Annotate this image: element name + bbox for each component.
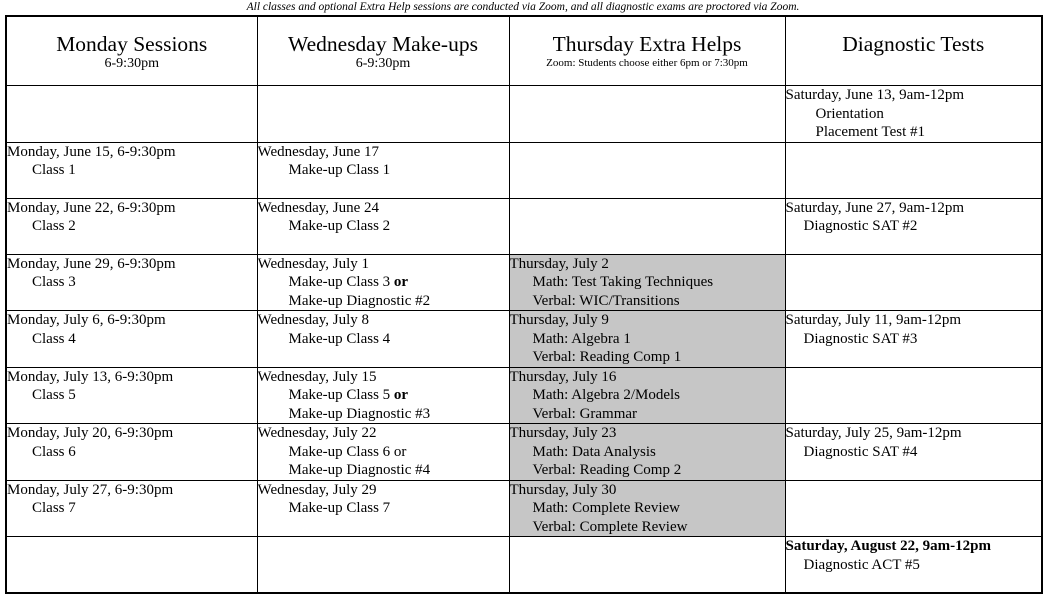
monday-date: Monday, June 15, 6-9:30pm <box>7 143 176 160</box>
table-row <box>6 537 1042 594</box>
monday-cell <box>6 537 257 594</box>
wednesday-makeup <box>258 273 509 292</box>
thursday-cell <box>509 142 785 198</box>
makeup-class-text: Make-up Class 3 <box>288 274 391 290</box>
thursday-cell <box>509 198 785 254</box>
thursday-verbal: Verbal: WIC/Transitions <box>532 292 680 309</box>
monday-cell <box>6 424 257 481</box>
monday-date: Monday, July 20, 6-9:30pm <box>7 425 174 441</box>
monday-cell <box>6 367 257 424</box>
table-row <box>6 480 1042 537</box>
monday-cell <box>6 311 257 368</box>
monday-date: Monday, July 13, 6-9:30pm <box>7 368 174 385</box>
monday-cell <box>6 142 257 198</box>
thursday-verbal: Verbal: Grammar <box>532 405 638 422</box>
diagnostic-date: Saturday, June 13, 9am-12pm <box>785 87 965 103</box>
thursday-cell <box>509 424 785 481</box>
header-diagnostic <box>785 16 1042 86</box>
header-monday-title: Monday Sessions <box>56 31 208 56</box>
wednesday-date: Wednesday, July 29 <box>257 481 377 498</box>
monday-date: Monday, June 29, 6-9:30pm <box>7 255 176 272</box>
diagnostic-detail: Diagnostic SAT #2 <box>803 218 918 234</box>
wednesday-makeup: Make-up Class 4 <box>288 330 391 347</box>
wednesday-cell <box>257 198 509 254</box>
diagnostic-detail: Diagnostic SAT #3 <box>803 330 918 347</box>
wednesday-cell <box>257 86 509 143</box>
wednesday-cell <box>257 480 509 537</box>
thursday-cell <box>509 367 785 424</box>
monday-date: Monday, June 22, 6-9:30pm <box>7 199 176 216</box>
table-row <box>6 198 1042 254</box>
wednesday-date: Wednesday, June 24 <box>257 199 380 216</box>
monday-class: Class 7 <box>32 500 76 516</box>
diagnostic-date: Saturday, June 27, 9am-12pm <box>785 199 965 216</box>
header-wednesday-title: Wednesday Make-ups <box>288 31 478 56</box>
monday-class: Class 2 <box>32 218 76 234</box>
thursday-math: Math: Algebra 1 <box>532 330 631 347</box>
wednesday-date: Wednesday, June 17 <box>257 143 380 160</box>
thursday-verbal: Verbal: Reading Comp 1 <box>532 349 682 365</box>
monday-class: Class 3 <box>32 274 76 290</box>
wednesday-cell <box>257 311 509 368</box>
thursday-verbal: Verbal: Complete Review <box>532 518 688 535</box>
wednesday-makeup-diagnostic: Make-up Diagnostic #3 <box>288 405 431 422</box>
wednesday-makeup: Make-up Class 6 or <box>288 443 407 460</box>
diagnostic-cell <box>785 424 1042 481</box>
diagnostic-cell <box>785 198 1042 254</box>
table-row <box>6 311 1042 368</box>
or-text: or <box>393 274 409 290</box>
thursday-date: Thursday, July 23 <box>509 425 617 441</box>
wednesday-cell <box>257 254 509 311</box>
diagnostic-cell <box>785 142 1042 198</box>
table-row <box>6 424 1042 481</box>
table-row <box>6 367 1042 424</box>
header-thursday-sub: Zoom: Students choose either 6pm or 7:30pm <box>546 57 748 69</box>
thursday-cell <box>509 311 785 368</box>
monday-class: Class 1 <box>32 162 76 178</box>
diagnostic-detail: Diagnostic ACT #5 <box>803 556 920 573</box>
wednesday-date: Wednesday, July 1 <box>257 255 370 272</box>
diagnostic-detail: Placement Test #1 <box>815 124 925 140</box>
diagnostic-date: Saturday, August 22, 9am-12pm <box>785 538 991 554</box>
monday-cell <box>6 480 257 537</box>
table-row <box>6 142 1042 198</box>
monday-class: Class 6 <box>32 443 76 460</box>
monday-date: Monday, July 6, 6-9:30pm <box>7 312 166 328</box>
makeup-class-text: Make-up Class 5 <box>288 387 391 403</box>
wednesday-makeup: Make-up Class 1 <box>288 162 391 178</box>
wednesday-makeup <box>258 386 509 405</box>
wednesday-cell <box>257 537 509 594</box>
diagnostic-detail: Orientation <box>815 105 884 122</box>
monday-cell <box>6 198 257 254</box>
header-thursday <box>509 16 785 86</box>
diagnostic-date: Saturday, July 25, 9am-12pm <box>785 425 962 441</box>
diagnostic-cell <box>785 311 1042 368</box>
table-row <box>6 86 1042 143</box>
wednesday-cell <box>257 367 509 424</box>
wednesday-makeup-diagnostic: Make-up Diagnostic #2 <box>288 292 431 309</box>
monday-cell <box>6 86 257 143</box>
thursday-date: Thursday, July 9 <box>509 312 609 328</box>
diagnostic-cell <box>785 367 1042 424</box>
table-row <box>6 254 1042 311</box>
thursday-cell <box>509 254 785 311</box>
wednesday-date: Wednesday, July 22 <box>257 425 377 441</box>
header-monday-sub: 6-9:30pm <box>104 55 159 71</box>
schedule-table <box>5 15 1043 594</box>
or-text: or <box>393 387 409 403</box>
wednesday-date: Wednesday, July 8 <box>257 312 370 328</box>
thursday-date: Thursday, July 30 <box>509 481 617 498</box>
monday-class: Class 5 <box>32 387 76 403</box>
thursday-cell <box>509 86 785 143</box>
header-wednesday <box>257 16 509 86</box>
wednesday-makeup-diagnostic: Make-up Diagnostic #4 <box>288 462 431 478</box>
diagnostic-cell <box>785 480 1042 537</box>
monday-date: Monday, July 27, 6-9:30pm <box>7 481 174 498</box>
wednesday-date: Wednesday, July 15 <box>257 368 377 385</box>
header-wednesday-sub: 6-9:30pm <box>355 55 411 71</box>
diagnostic-detail: Diagnostic SAT #4 <box>803 443 918 460</box>
wednesday-makeup: Make-up Class 7 <box>288 500 391 516</box>
wednesday-cell <box>257 142 509 198</box>
diagnostic-cell <box>785 254 1042 311</box>
thursday-verbal: Verbal: Reading Comp 2 <box>532 462 682 478</box>
thursday-date: Thursday, July 16 <box>509 368 617 385</box>
header-thursday-title: Thursday Extra Helps <box>552 32 742 56</box>
wednesday-makeup: Make-up Class 2 <box>288 218 391 234</box>
diagnostic-date: Saturday, July 11, 9am-12pm <box>785 312 962 328</box>
thursday-cell <box>509 537 785 594</box>
monday-class: Class 4 <box>32 330 76 347</box>
thursday-math: Math: Complete Review <box>532 500 680 516</box>
diagnostic-cell <box>785 86 1042 143</box>
thursday-math: Math: Algebra 2/Models <box>532 387 680 403</box>
thursday-math: Math: Data Analysis <box>532 443 656 460</box>
thursday-cell <box>509 480 785 537</box>
thursday-math: Math: Test Taking Techniques <box>532 274 714 290</box>
header-diagnostic-title: Diagnostic Tests <box>842 31 985 56</box>
wednesday-cell <box>257 424 509 481</box>
header-row <box>6 16 1042 86</box>
monday-cell <box>6 254 257 311</box>
diagnostic-cell <box>785 537 1042 594</box>
thursday-date: Thursday, July 2 <box>509 255 609 272</box>
zoom-note: All classes and optional Extra Help sessions are conducted via Zoom, and all diagnostic exams are proctored via Zoom. <box>246 1 800 13</box>
header-monday <box>6 16 257 86</box>
